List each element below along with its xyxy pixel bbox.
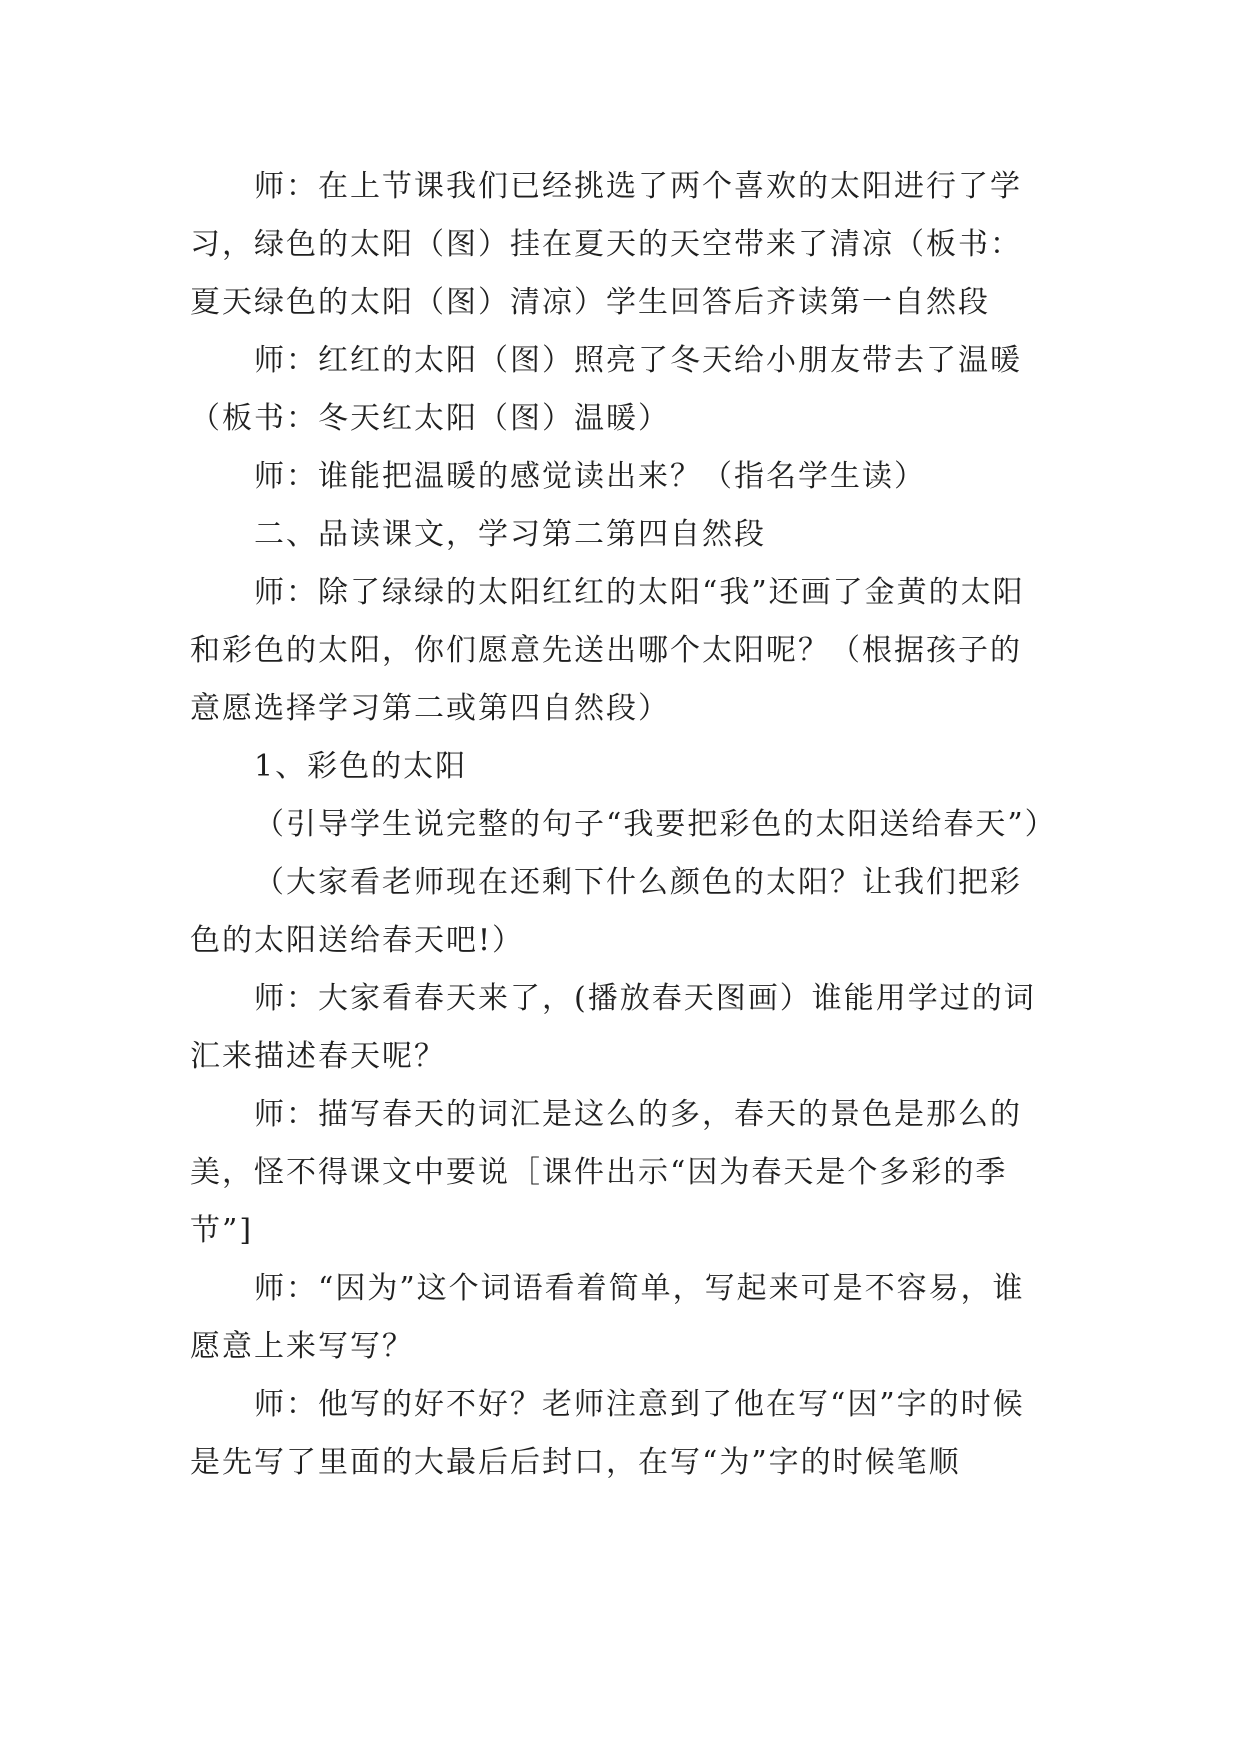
paragraph: 师：在上节课我们已经挑选了两个喜欢的太阳进行了学习，绿色的太阳（图）挂在夏天的天空带来了清凉（板书：夏天绿色的太阳（图）清凉）学生回答后齐读第一自然段 xyxy=(190,169,1022,320)
paragraph: 师：除了绿绿的太阳红红的太阳“我”还画了金黄的太阳和彩色的太阳，你们愿意先送出哪个太阳呢？（根据孩子的意愿选择学习第二或第四自然段） xyxy=(190,575,1025,726)
section-heading: 二、品读课文，学习第二第四自然段 xyxy=(254,517,766,552)
subsection-heading: 1、彩色的太阳 xyxy=(254,749,468,784)
paragraph: （大家看老师现在还剩下什么颜色的太阳？让我们把彩色的太阳送给春天吧!） xyxy=(190,865,1022,958)
paragraph: 师：红红的太阳（图）照亮了冬天给小朋友带去了温暖（板书：冬天红太阳（图）温暖） xyxy=(190,343,1022,436)
paragraph: 师：“因为”这个词语看着简单，写起来可是不容易，谁愿意上来写写？ xyxy=(190,1271,1025,1364)
paragraph: 师：大家看春天来了，(播放春天图画）谁能用学过的词汇来描述春天呢？ xyxy=(190,981,1036,1074)
paragraph: 师：谁能把温暖的感觉读出来？（指名学生读） xyxy=(254,459,926,494)
document-body xyxy=(190,158,1057,1492)
paragraph: （引导学生说完整的句子“我要把彩色的太阳送给春天”） xyxy=(254,807,1057,842)
paragraph: 师：描写春天的词汇是这么的多，春天的景色是那么的美，怪不得课文中要说［课件出示“因为春天是个多彩的季节”] xyxy=(190,1097,1022,1248)
paragraph: 师：他写的好不好？老师注意到了他在写“因”字的时候是先写了里面的大最后后封口，在写“为”字的时候笔顺 xyxy=(190,1387,1025,1480)
